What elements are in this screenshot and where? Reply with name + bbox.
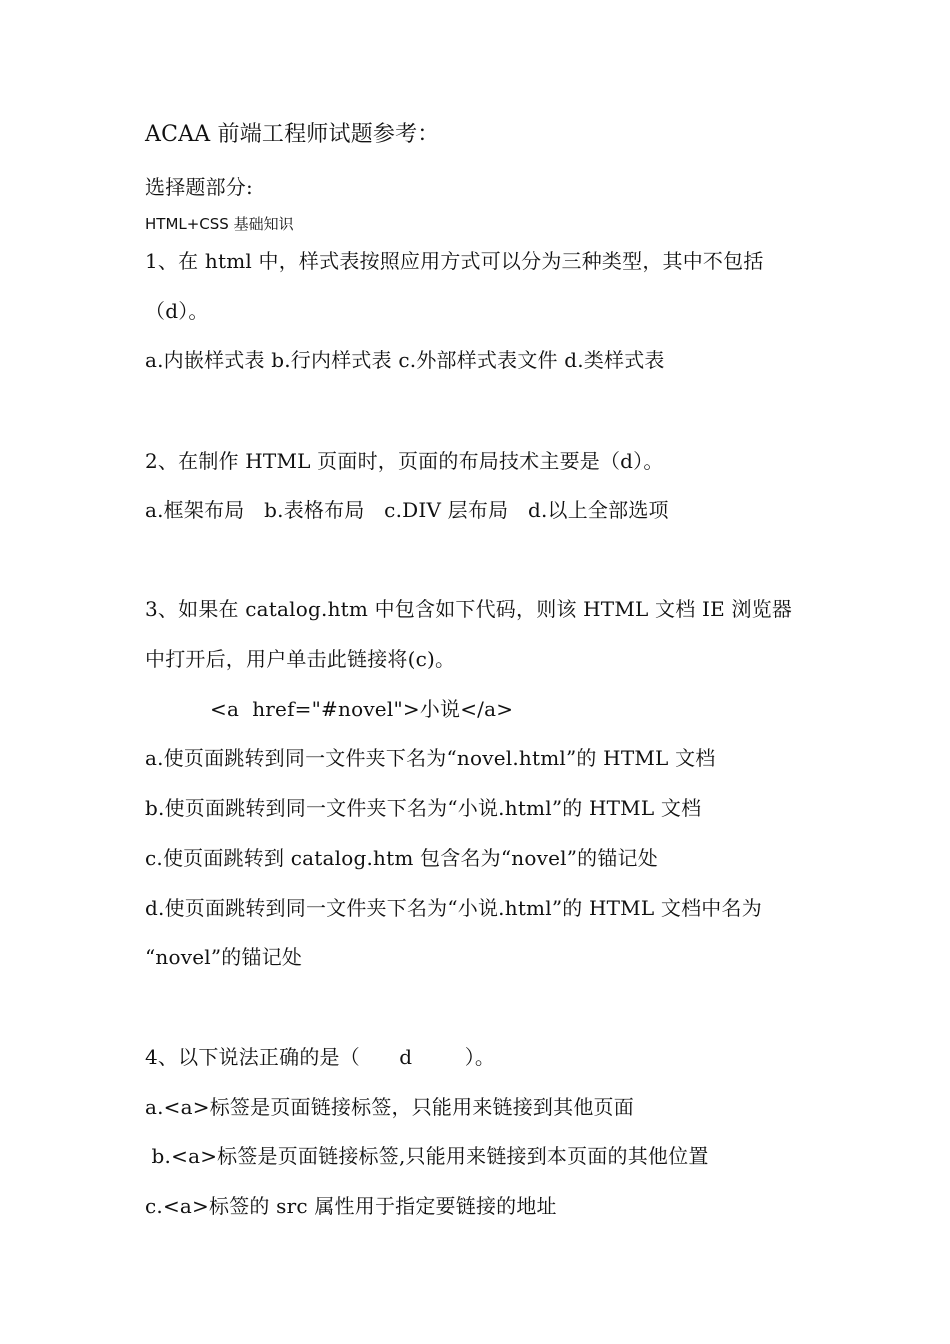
question-3-stem-line-2: 中打开后，用户单击此链接将(c)。 [145,647,456,671]
question-3-option-c: c.使页面跳转到 catalog.htm 包含名为“novel”的锚记处 [145,846,658,870]
question-1-stem-line-2: （d）。 [145,299,209,323]
question-4-option-c: c.<a>标签的 src 属性用于指定要链接的地址 [145,1194,557,1218]
question-3-option-a: a.使页面跳转到同一文件夹下名为“novel.html”的 HTML 文档 [145,746,716,770]
question-1-stem-line-1: 1、在 html 中，样式表按照应用方式可以分为三种类型，其中不包括 [145,249,764,273]
question-3-option-d-line-1: d.使页面跳转到同一文件夹下名为“小说.html”的 HTML 文档中名为 [145,896,762,920]
question-3-code-sample: <a href="#novel">小说</a> [210,697,514,721]
question-3-option-d-line-2: “novel”的锚记处 [145,945,303,969]
question-4-option-b: b.<a>标签是页面链接标签,只能用来链接到本页面的其他位置 [145,1144,709,1168]
question-1-options: a.内嵌样式表 b.行内样式表 c.外部样式表文件 d.类样式表 [145,348,665,372]
question-3-stem-line-1: 3、如果在 catalog.htm 中包含如下代码，则该 HTML 文档 IE 浏览器 [145,597,793,621]
question-4-stem: 4、以下说法正确的是（ d ）。 [145,1045,496,1069]
question-2-options: a.框架布局 b.表格布局 c.DIV 层布局 d.以上全部选项 [145,498,669,522]
section-heading: 选择题部分: [145,175,253,199]
document-title: ACAA 前端工程师试题参考： [145,122,440,147]
question-3-option-b: b.使页面跳转到同一文件夹下名为“小说.html”的 HTML 文档 [145,796,702,820]
subsection-heading: HTML+CSS 基础知识 [145,215,294,233]
question-2-stem: 2、在制作 HTML 页面时，页面的布局技术主要是（d）。 [145,449,664,473]
question-4-option-a: a.<a>标签是页面链接标签，只能用来链接到其他页面 [145,1095,634,1119]
